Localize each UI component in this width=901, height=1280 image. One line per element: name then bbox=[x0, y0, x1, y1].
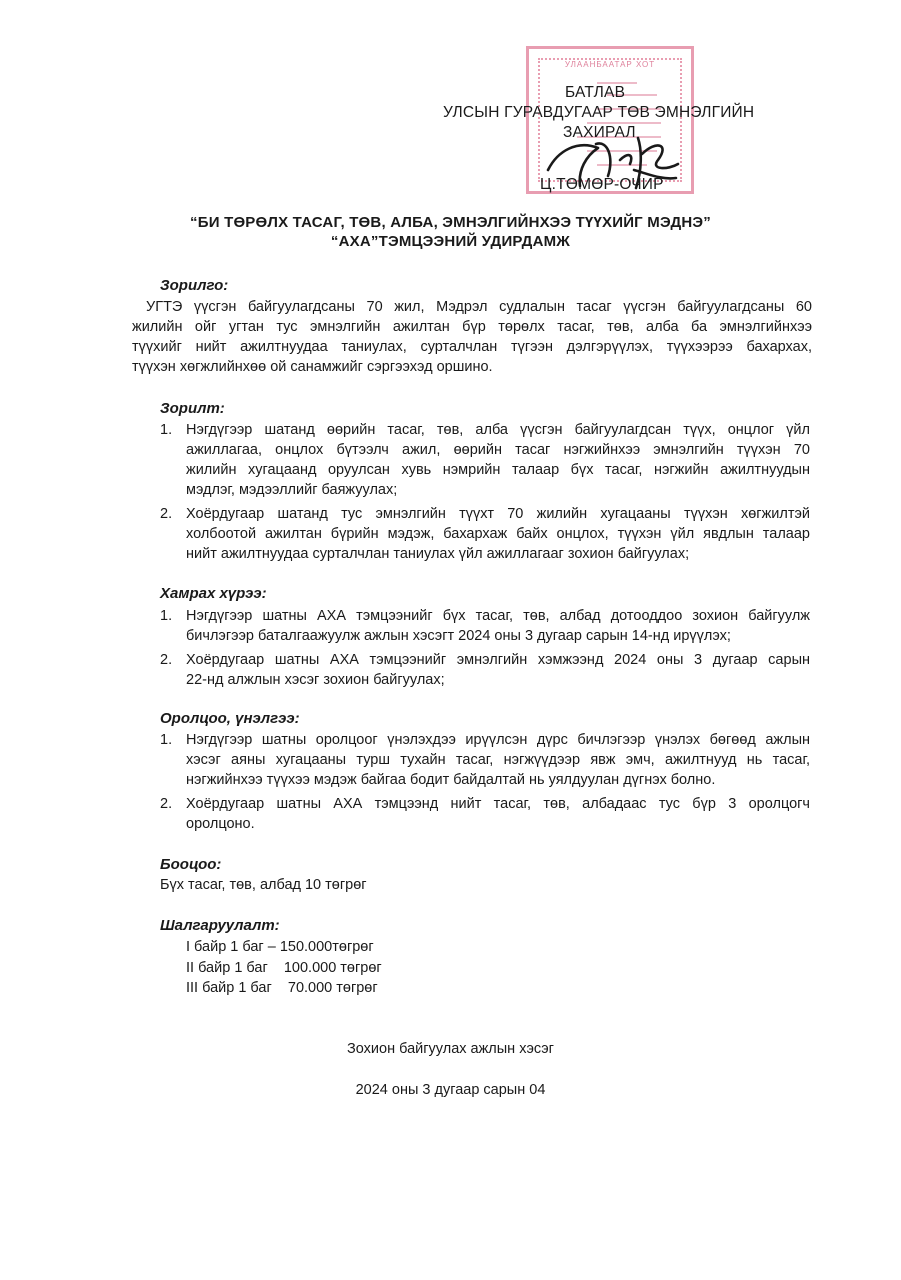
list-item bbox=[160, 650, 810, 690]
list-item-line: оролцоно. bbox=[186, 816, 255, 832]
approval-word: БАТЛАВ bbox=[565, 84, 626, 101]
list-item bbox=[160, 504, 810, 564]
list-item-line: Хоёрдугаар шатны АХА тэмцээнийг эмнэлгийн хэмжээнд 2024 оны 3 дугаар сарын bbox=[186, 652, 810, 668]
approval-director-name: Ц.ТӨМӨР-ОЧИР bbox=[540, 176, 664, 193]
list-item-line: 22-нд алжлын хэсэг зохион байгуулах; bbox=[186, 672, 445, 688]
list-item-line: нэгжийнхээ түүхээ мэдэж байгаа бодит байдалтай нь уялдуулан дүгнэх болно. bbox=[186, 772, 716, 788]
prize-item: III байр 1 баг 70.000 төгрөг bbox=[186, 980, 378, 996]
list-item-line: бичлэгээр баталгаажуулж ажлын хэсэгт 2024 оны 3 дугаар сарын 14-нд ирүүлэх; bbox=[186, 628, 731, 644]
purpose-line: жилийн ойг угтан тус эмнэлгийн ажилтан бүр төрөлх тасаг, төв, алба ба эмнэлгийнхээ bbox=[132, 319, 812, 335]
list-item-line: Хоёрдугаар шатны АХА тэмцээнд нийт тасаг, төв, албадаас тус бүр 3 оролцогч bbox=[186, 796, 810, 812]
list-item bbox=[160, 606, 810, 646]
fee-text: Бүх тасаг, төв, албад 10 төгрөг bbox=[160, 877, 367, 893]
stamp-city-text: УЛААНБААТАР ХОТ bbox=[564, 60, 656, 69]
list-item bbox=[160, 794, 810, 834]
list-item-line: хэсэг аяны хугацааны турш тухайн тасаг, нэгжүүдээр явж эмч, ажилтнууд нь тасаг, bbox=[186, 752, 810, 768]
participation-list bbox=[160, 730, 810, 834]
list-item-number: 2. bbox=[160, 652, 173, 668]
objectives-heading: Зорилт: bbox=[160, 400, 225, 417]
participation-heading: Оролцоо, үнэлгээ: bbox=[160, 710, 300, 727]
scope-heading: Хамрах хүрээ: bbox=[160, 585, 267, 602]
list-item-line: мэдлэг, мэдээллийг баяжуулах; bbox=[186, 482, 398, 498]
list-item-number: 1. bbox=[160, 608, 173, 624]
document-title-line-1: “БИ ТӨРӨЛХ ТАСАГ, ТӨВ, АЛБА, ЭМНЭЛГИЙНХЭЭ ТҮҮХИЙГ МЭДНЭ” bbox=[190, 214, 711, 231]
list-item-number: 1. bbox=[160, 732, 173, 748]
prize-item: I байр 1 баг – 150.000төгрөг bbox=[186, 939, 374, 955]
list-item bbox=[160, 420, 810, 500]
purpose-paragraph bbox=[132, 297, 812, 377]
list-item-number: 1. bbox=[160, 422, 173, 438]
prizes-heading: Шалгаруулалт: bbox=[160, 917, 280, 934]
purpose-line: түүхийг нийт ажилтнуудаа таниулах, сурталчлан түгээн дэлгэрүүлэх, түүхээрээ бахархах, bbox=[132, 339, 812, 355]
list-item-line: жилийн хугацаанд оруулсан хувь нэмрийн талаар бүх тасаг, нэгжийн ажилтнуудын bbox=[186, 462, 810, 478]
document-title-line-2: “АХА”ТЭМЦЭЭНИЙ УДИРДАМЖ bbox=[330, 233, 571, 250]
purpose-line: УГТЭ үүсгэн байгуулагдсаны 70 жил, Мэдрэл судлалын тасаг үүсгэн байгуулагдсаны 60 bbox=[146, 299, 812, 315]
list-item-line: холбоотой ажилтан бүрийн мэдэж, бахархаж байх онцлох, түүхэн үйл явдлын талаар bbox=[186, 526, 810, 542]
list-item-line: Нэгдүгээр шатны АХА тэмцээнийг бүх тасаг, төв, албад дотооддоо зохион байгуулж bbox=[186, 608, 810, 624]
objectives-list bbox=[160, 420, 810, 564]
list-item bbox=[160, 730, 810, 790]
approval-role: ЗАХИРАЛ bbox=[563, 124, 636, 141]
scope-list bbox=[160, 606, 810, 690]
list-item-number: 2. bbox=[160, 796, 173, 812]
list-item-line: Нэгдүгээр шатанд өөрийн тасаг, төв, алба үүсгэн байгуулагдсан түүх, онцлог үйл bbox=[186, 422, 810, 438]
fee-heading: Бооцоо: bbox=[160, 856, 222, 873]
list-item-line: Нэгдүгээр шатны оролцоог үнэлэхдээ ирүүлсэн дүрс бичлэгээр үнэлэх бөгөөд ажлын bbox=[186, 732, 810, 748]
purpose-heading: Зорилго: bbox=[160, 277, 229, 294]
prize-item: II байр 1 баг 100.000 төгрөг bbox=[186, 960, 382, 976]
list-item-line: Хоёрдугаар шатанд тус эмнэлгийн түүхт 70 жилийн хугацааны түүхэн хөгжилтэй bbox=[186, 506, 810, 522]
purpose-line: түүхэн хөгжлийнхөө ой санамжийг сэргээхэд оршино. bbox=[132, 359, 493, 375]
approval-organization: УЛСЫН ГУРАВДУГААР ТӨВ ЭМНЭЛГИЙН bbox=[443, 104, 755, 121]
list-item-line: ажиллагаа, онцлох бүтээлч ажил, өөрийн тасаг нэгжийнхээ эмнэлгийн түүхэн 70 bbox=[186, 442, 810, 458]
list-item-number: 2. bbox=[160, 506, 173, 522]
list-item-line: нийт ажилтнуудаа сурталчлан таниулах үйл ажиллагааг зохион байгуулах; bbox=[186, 546, 690, 562]
document-date: 2024 оны 3 дугаар сарын 04 bbox=[355, 1082, 546, 1098]
organizer-text: Зохион байгуулах ажлын хэсэг bbox=[347, 1041, 554, 1057]
